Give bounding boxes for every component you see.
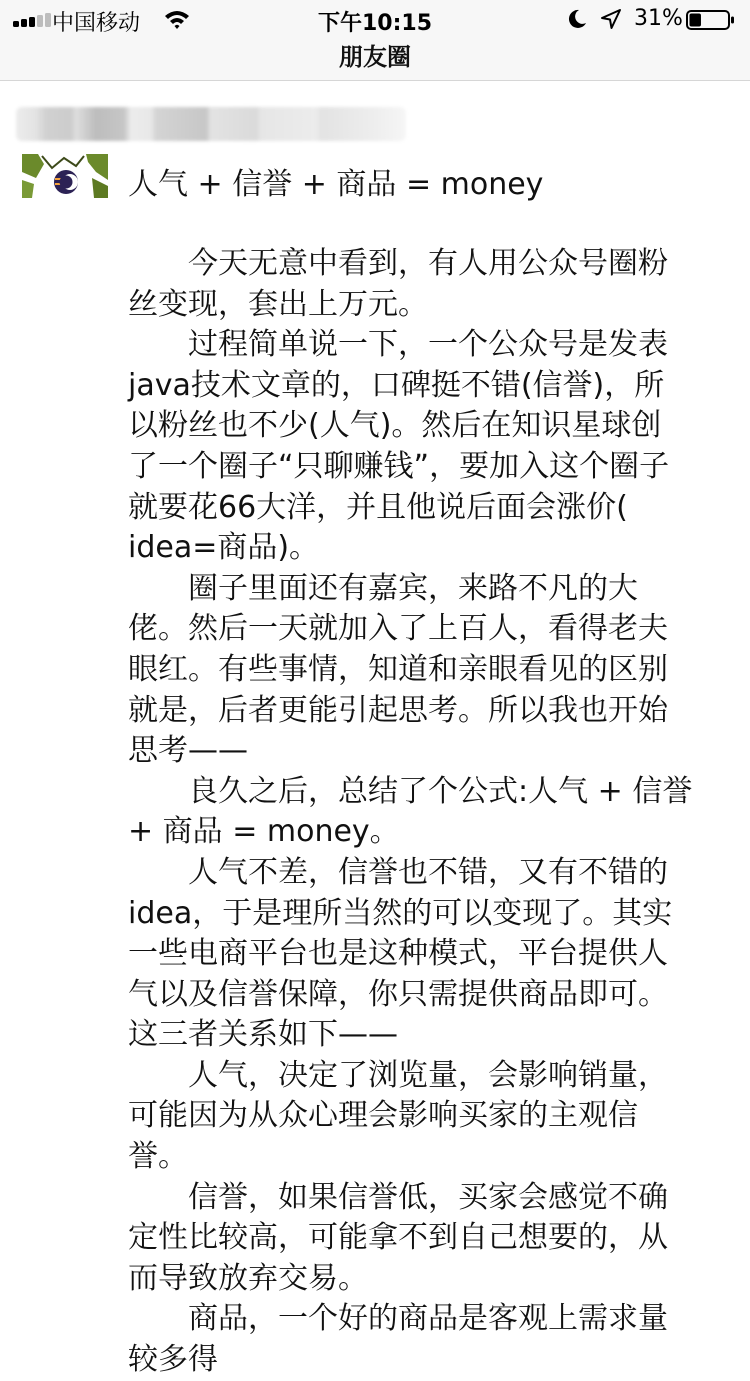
post-line: 而导致放弃交易。 <box>128 1260 368 1296</box>
post-line: 圈子里面还有嘉宾，来路不凡的大 <box>128 570 638 606</box>
post-line: 佬。然后一天就加入了上百人，看得老夫 <box>128 611 668 647</box>
post-line: 誉。 <box>128 1139 188 1175</box>
post-line: idea，于是理所当然的可以变现了。其实 <box>128 895 673 931</box>
battery-percent: 31% <box>634 6 683 31</box>
battery-icon <box>686 9 736 31</box>
post-line: 这三者关系如下—— <box>128 1017 398 1053</box>
post-line: 人气不差，信誉也不错，又有不错的 <box>128 854 668 890</box>
post-title: 人气 + 信誉 + 商品 = money <box>128 167 544 202</box>
post-line: 良久之后，总结了个公式:人气 + 信誉 <box>128 773 693 809</box>
do-not-disturb-moon-icon <box>566 8 588 30</box>
post-line: 眼红。有些事情，知道和亲眼看见的区别 <box>128 651 668 687</box>
location-arrow-icon <box>600 8 622 30</box>
blurred-author-name[interactable] <box>16 107 406 141</box>
post-line: 一些电商平台也是这种模式，平台提供人 <box>128 936 668 972</box>
nav-title: 朋友圈 <box>339 43 411 71</box>
post-line: 商品，一个好的商品是客观上需求量 <box>128 1301 668 1337</box>
eclipse-logo-avatar[interactable] <box>22 154 108 198</box>
post-line: 思考—— <box>128 733 248 769</box>
post-line: 可能因为从众心理会影响买家的主观信 <box>128 1098 638 1134</box>
post-line: 以粉丝也不少(人气)。然后在知识星球创 <box>128 408 662 444</box>
post-line: 较多得 <box>128 1342 218 1378</box>
post-line: 过程简单说一下，一个公众号是发表 <box>128 327 668 363</box>
post-line: 定性比较高，可能拿不到自己想要的，从 <box>128 1220 668 1256</box>
post-body <box>128 244 728 1381</box>
post-line: 了一个圈子“只聊赚钱”，要加入这个圈子 <box>128 448 670 484</box>
post-line: 丝变现，套出上万元。 <box>128 286 428 322</box>
post-line: 气以及信誉保障，你只需提供商品即可。 <box>128 976 668 1012</box>
post-line: 就是，后者更能引起思考。所以我也开始 <box>128 692 668 728</box>
post-line: + 商品 = money。 <box>128 814 400 850</box>
post-line: 信誉，如果信誉低，买家会感觉不确 <box>128 1179 668 1215</box>
post-line: 今天无意中看到，有人用公众号圈粉 <box>128 246 668 281</box>
carrier-name: 中国移动 <box>52 11 141 36</box>
post-line: 人气，决定了浏览量，会影响销量， <box>128 1057 668 1093</box>
top-bar <box>0 0 750 81</box>
status-time: 下午10:15 <box>317 11 433 36</box>
status-bar <box>0 0 750 40</box>
post-line: 就要花66大洋，并且他说后面会涨价( <box>128 489 628 525</box>
post-line: java技术文章的，口碑挺不错(信誉)，所 <box>128 367 665 403</box>
post-line: idea=商品)。 <box>128 530 320 566</box>
